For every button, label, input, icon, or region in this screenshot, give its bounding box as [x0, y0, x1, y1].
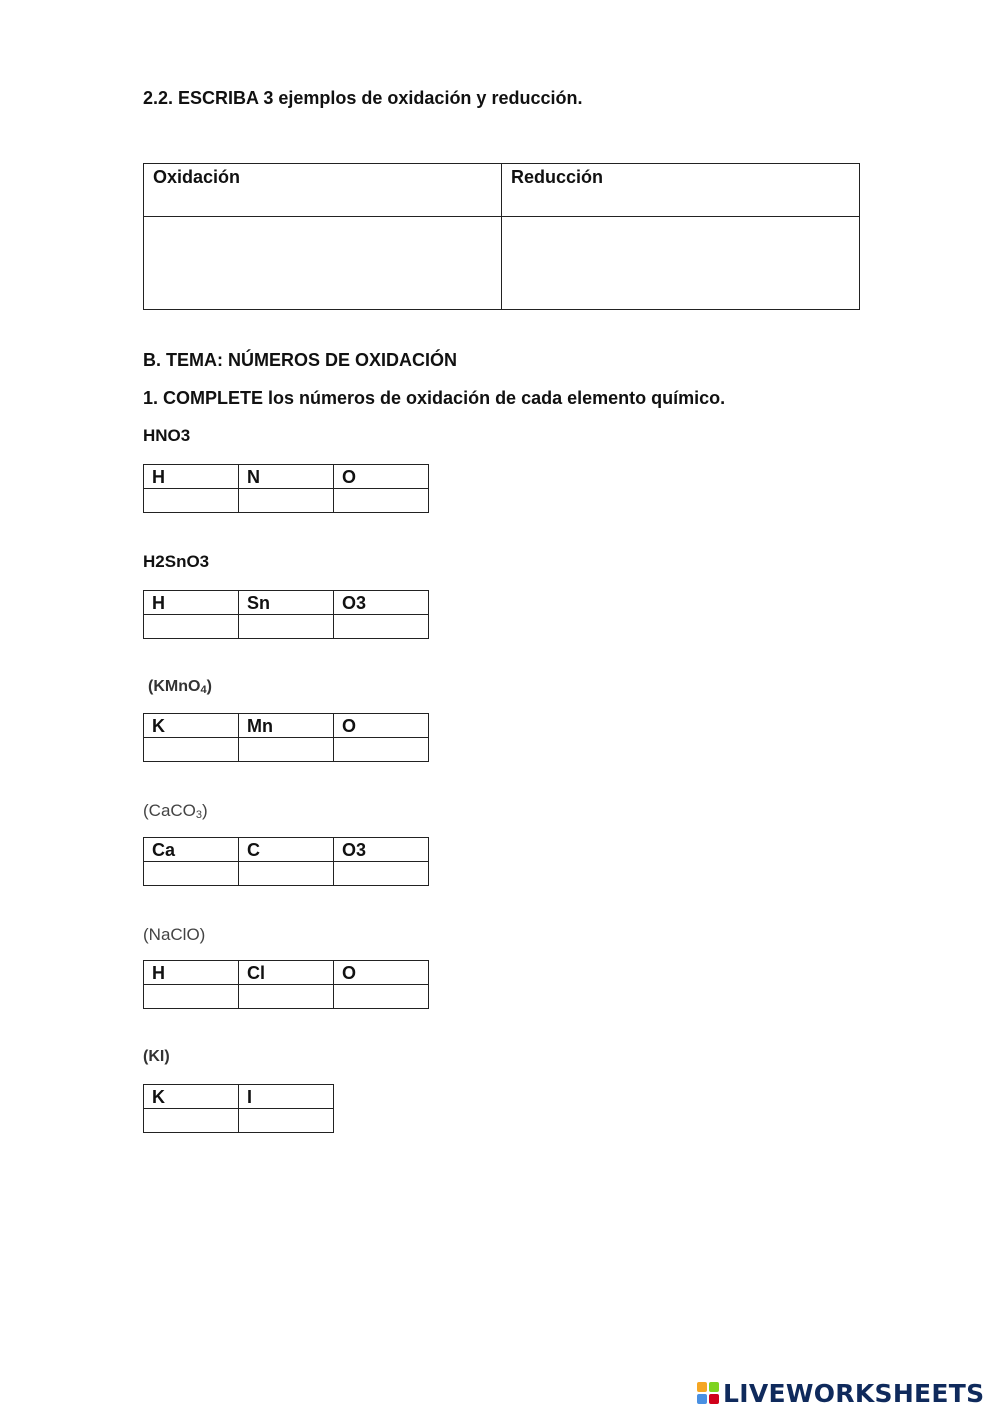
- liveworksheets-logo[interactable]: [697, 1376, 984, 1410]
- oxidation-number-input[interactable]: [334, 738, 429, 762]
- element-header-cell: [239, 591, 334, 615]
- oxidation-header: Oxidación: [153, 167, 241, 187]
- instruction-text: 1. COMPLETE los números de oxidación de cada elemento químico.: [143, 388, 726, 408]
- compound-formula: (NaClO): [143, 925, 206, 944]
- element-label: O: [342, 962, 357, 983]
- element-label: H: [152, 962, 165, 983]
- element-header-cell: [239, 1085, 334, 1109]
- oxidation-answer-cell[interactable]: [144, 217, 502, 310]
- element-label: I: [247, 1086, 253, 1107]
- element-header-cell: [334, 591, 429, 615]
- element-header-cell: [334, 714, 429, 738]
- element-label: K: [152, 715, 165, 736]
- element-table: [143, 1084, 334, 1133]
- oxidation-number-input[interactable]: [144, 738, 239, 762]
- logo-square-4: [709, 1394, 719, 1404]
- element-header-cell: [334, 465, 429, 489]
- element-header-cell: [239, 714, 334, 738]
- element-label: N: [247, 466, 260, 487]
- oxidation-header-cell: [144, 164, 502, 217]
- element-label: Mn: [247, 715, 273, 736]
- oxidation-number-input[interactable]: [239, 862, 334, 886]
- logo-text: LIVEWORKSHEETS: [723, 1378, 985, 1408]
- logo-square-1: [697, 1382, 707, 1392]
- element-label: Cl: [247, 962, 265, 983]
- oxidation-reduction-table: [143, 163, 860, 310]
- logo-square-3: [697, 1394, 707, 1404]
- element-label: H: [152, 592, 165, 613]
- section-title: B. TEMA: NÚMEROS DE OXIDACIÓN: [143, 350, 458, 370]
- logo-mark-icon: [697, 1382, 719, 1404]
- element-table: [143, 837, 429, 886]
- oxidation-number-input[interactable]: [144, 862, 239, 886]
- oxidation-number-input[interactable]: [144, 615, 239, 639]
- compound-formula: (KMnO$_4$): [148, 678, 212, 696]
- element-label: O: [342, 466, 357, 487]
- element-label: C: [247, 839, 260, 860]
- oxidation-number-input[interactable]: [239, 985, 334, 1009]
- element-table: [143, 960, 429, 1009]
- element-header-cell: [334, 838, 429, 862]
- element-label: O3: [342, 592, 367, 613]
- element-label: O: [342, 715, 357, 736]
- element-label: Sn: [247, 592, 271, 613]
- oxidation-number-input[interactable]: [239, 738, 334, 762]
- element-table: [143, 464, 429, 513]
- compound-formula: HNO3: [143, 426, 191, 445]
- oxidation-number-input[interactable]: [239, 615, 334, 639]
- oxidation-number-input[interactable]: [144, 489, 239, 513]
- compound-formula: (CaCO$_3$): [143, 801, 208, 821]
- oxidation-number-input[interactable]: [144, 1109, 239, 1133]
- oxidation-number-input[interactable]: [334, 489, 429, 513]
- oxidation-number-input[interactable]: [334, 862, 429, 886]
- reduction-header: Reducción: [511, 167, 604, 187]
- element-header-cell: [144, 1085, 239, 1109]
- element-label: H: [152, 466, 165, 487]
- element-header-cell: [144, 465, 239, 489]
- reduction-header-cell: [502, 164, 860, 217]
- element-header-cell: [239, 961, 334, 985]
- oxidation-number-input[interactable]: [144, 985, 239, 1009]
- element-header-cell: [144, 714, 239, 738]
- element-header-cell: [239, 465, 334, 489]
- element-header-cell: [144, 591, 239, 615]
- oxidation-number-input[interactable]: [239, 489, 334, 513]
- exercise-heading: 2.2. ESCRIBA 3 ejemplos de oxidación y reducción.: [143, 88, 583, 108]
- logo-square-2: [709, 1382, 719, 1392]
- reduction-answer-cell[interactable]: [502, 217, 860, 310]
- oxidation-number-input[interactable]: [239, 1109, 334, 1133]
- element-label: K: [152, 1086, 165, 1107]
- compound-formula: (KI): [143, 1048, 170, 1065]
- element-header-cell: [239, 838, 334, 862]
- oxidation-number-input[interactable]: [334, 615, 429, 639]
- compound-formula: H2SnO3: [143, 552, 210, 571]
- element-label: Ca: [152, 839, 176, 860]
- element-label: O3: [342, 839, 367, 860]
- oxidation-number-input[interactable]: [334, 985, 429, 1009]
- element-header-cell: [144, 961, 239, 985]
- element-table: [143, 590, 429, 639]
- element-table: [143, 713, 429, 762]
- element-header-cell: [334, 961, 429, 985]
- element-header-cell: [144, 838, 239, 862]
